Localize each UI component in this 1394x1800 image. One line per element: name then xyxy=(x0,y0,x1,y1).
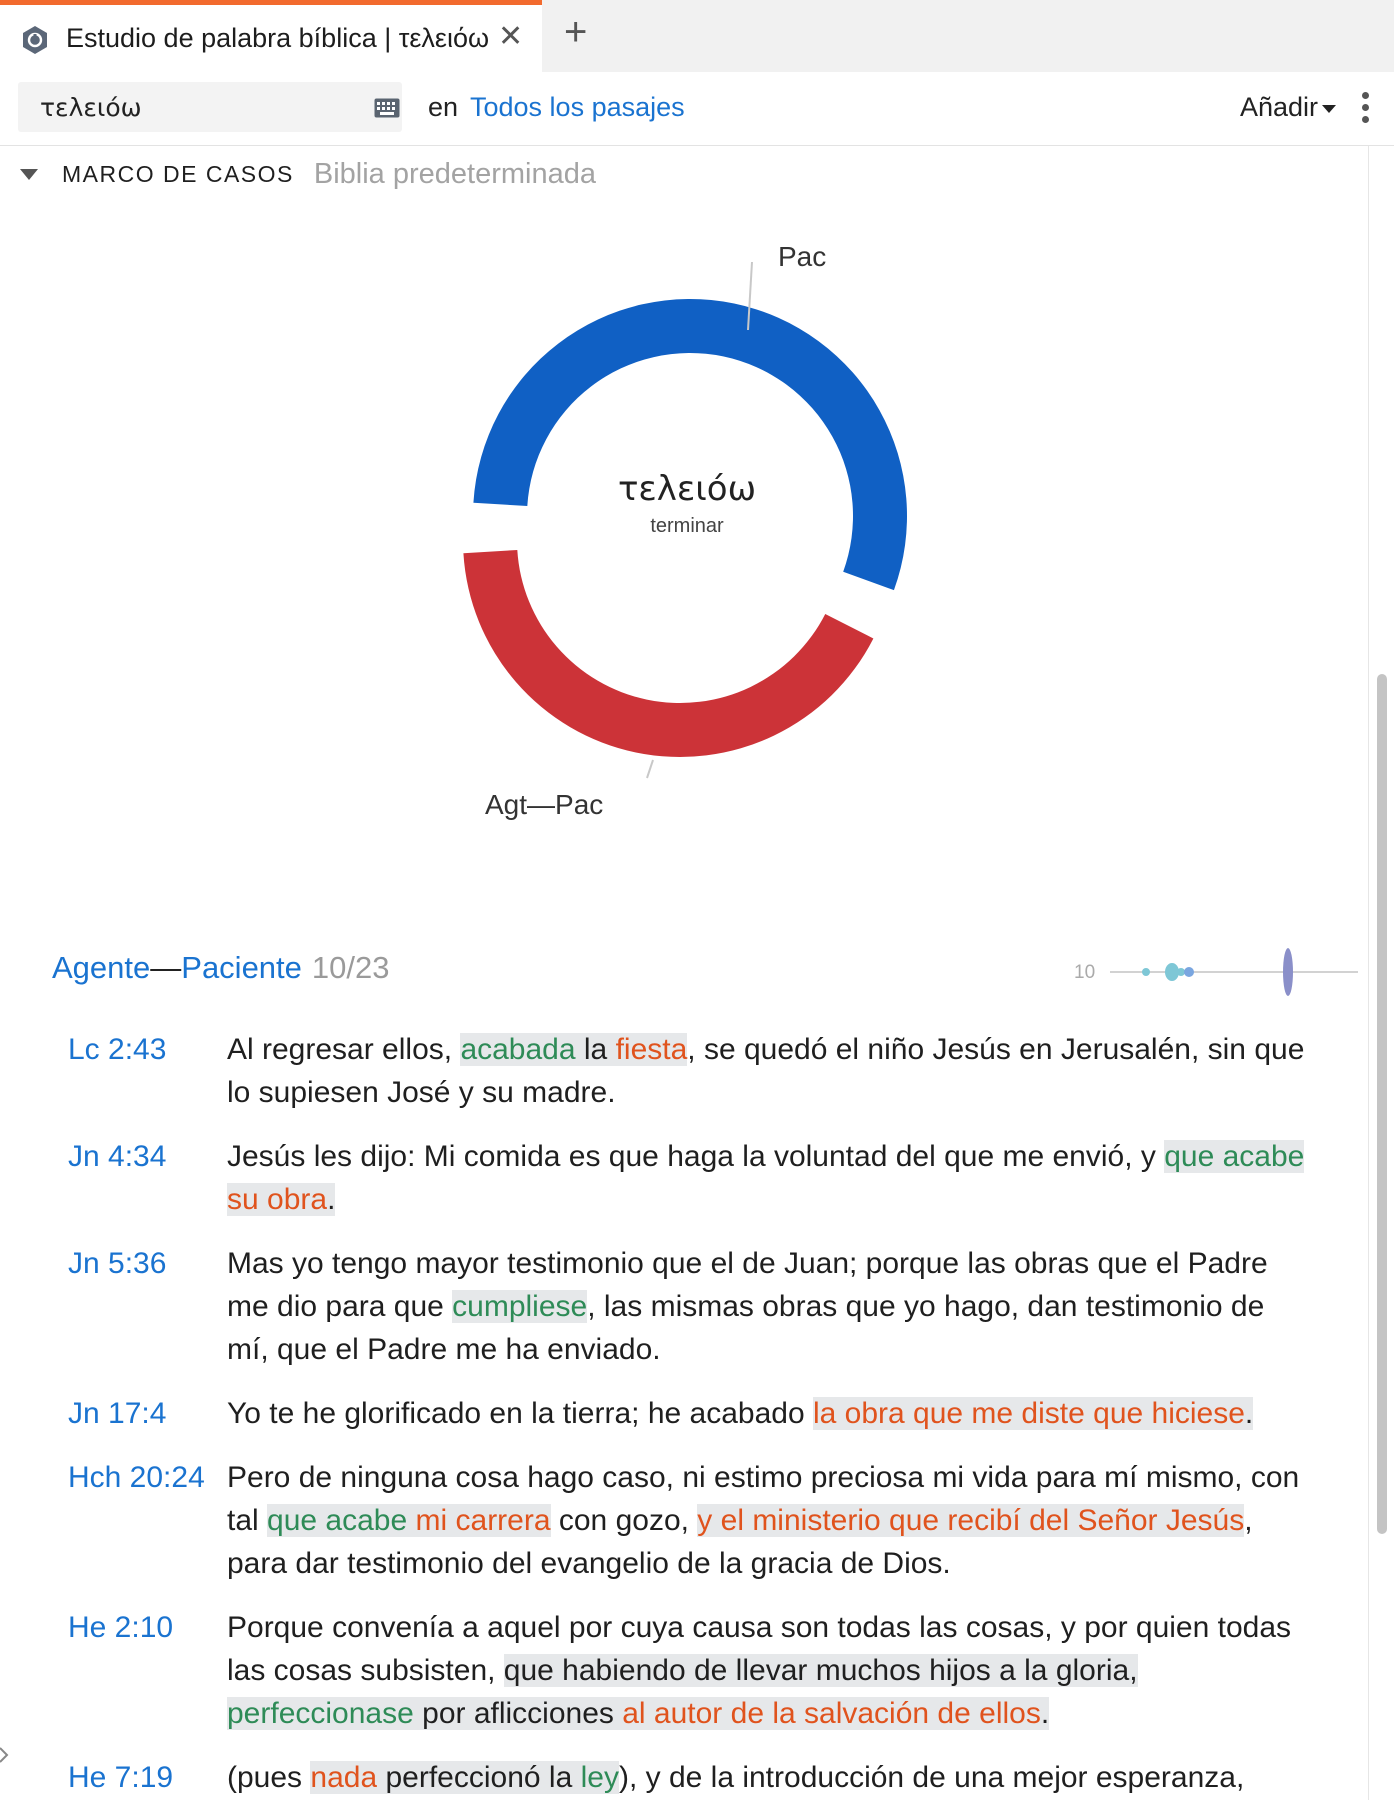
verse-text xyxy=(227,1606,1307,1735)
argument-highlight: fiesta xyxy=(615,1033,688,1066)
label-leader-line xyxy=(647,760,653,778)
caret-down-icon xyxy=(1322,105,1336,113)
chart-center-lemma: τελειόω xyxy=(617,469,757,509)
keyboard-icon[interactable] xyxy=(374,98,400,118)
donut-slice-agt-pac[interactable] xyxy=(463,550,873,757)
add-button[interactable] xyxy=(1240,92,1336,123)
verse-text xyxy=(227,1242,1307,1371)
frame-count: 10/23 xyxy=(311,950,390,985)
verse-row xyxy=(0,1456,1368,1585)
verse-text-segment: perfeccionó la xyxy=(377,1761,581,1794)
argument-highlight: al autor de la salvación de ellos xyxy=(622,1697,1041,1730)
slice-label: Agt—Pac xyxy=(485,789,604,820)
verse-row xyxy=(0,1028,1368,1114)
search-row xyxy=(0,72,1394,146)
verse-row xyxy=(0,1606,1368,1735)
verse-reference-link[interactable]: Jn 17:4 xyxy=(68,1397,167,1430)
verse-text-segment: . xyxy=(1040,1697,1050,1730)
more-options-icon[interactable] xyxy=(1360,92,1370,124)
verse-text-segment: Pero de ninguna cosa hago caso, ni estimo preciosa mi vida para mí mismo, con tal xyxy=(227,1461,1300,1537)
verse-reference-link[interactable]: Lc 2:43 xyxy=(68,1033,167,1066)
verse-reference-link[interactable]: Jn 4:34 xyxy=(68,1140,167,1173)
chart-center-gloss: terminar xyxy=(650,515,724,537)
verse-row xyxy=(0,1135,1368,1221)
verse-text-segment: ), y de la introducción de una mejor esperanza, xyxy=(618,1761,1245,1794)
verse-text xyxy=(227,1135,1307,1221)
tab-title: Estudio de palabra bíblica | τελειόω xyxy=(66,23,490,53)
argument-highlight: mi carrera xyxy=(415,1504,551,1537)
verse-text-segment: la xyxy=(575,1033,616,1066)
passages-scope-link[interactable]: Todos los pasajes xyxy=(470,92,685,122)
agent-link[interactable]: Agente xyxy=(52,950,151,985)
argument-highlight: y el ministerio que recibí del Señor Jesús xyxy=(697,1504,1245,1537)
verse-text-segment xyxy=(407,1504,415,1537)
collapse-triangle-icon[interactable] xyxy=(20,169,38,180)
verse-text xyxy=(227,1392,1307,1435)
verse-text-segment: , para dar testimonio del evangelio de la gracia de Dios. xyxy=(227,1504,1253,1580)
verse-list xyxy=(0,1028,1368,1800)
verse-text-segment: por aflicciones xyxy=(413,1697,623,1730)
predicate-highlight: que acabe xyxy=(1164,1140,1305,1173)
verse-text-segment: . xyxy=(327,1183,336,1216)
verse-text-segment: Porque convenía a aquel por cuya causa son todas las cosas, y por quien todas las cosas subsisten, xyxy=(227,1611,1292,1687)
section-title: MARCO DE CASOS xyxy=(62,161,294,187)
verse-text xyxy=(227,1756,1307,1799)
verse-text-segment: Al regresar ellos, xyxy=(227,1033,461,1066)
distribution-sparkline[interactable] xyxy=(1068,940,1358,1000)
section-header xyxy=(20,158,596,192)
verse-text-segment: (pues xyxy=(227,1761,311,1794)
predicate-highlight: que acabe xyxy=(267,1504,408,1537)
section-subtitle: Biblia predeterminada xyxy=(313,158,596,190)
verse-reference-link[interactable]: He 7:19 xyxy=(68,1761,174,1794)
tab-bar xyxy=(0,0,1394,72)
word-study-icon xyxy=(22,25,48,55)
in-label: en xyxy=(428,92,459,122)
slice-label: Pac xyxy=(778,241,827,272)
search-input[interactable] xyxy=(18,82,402,132)
argument-highlight: nada xyxy=(310,1761,378,1794)
verse-row xyxy=(0,1756,1368,1799)
verse-text-segment: con gozo, xyxy=(550,1504,698,1537)
predicate-highlight: ley xyxy=(580,1761,619,1794)
tab-word-study[interactable] xyxy=(0,0,542,72)
verse-reference-link[interactable]: Hch 20:24 xyxy=(68,1461,205,1494)
verse-text-segment: Mas yo tengo mayor testimonio que el de Juan; porque las obras que el Padre me dio para que xyxy=(227,1247,1268,1323)
chevron-right-icon[interactable] xyxy=(0,1740,16,1770)
scrollbar[interactable] xyxy=(1368,146,1394,1800)
verse-text xyxy=(227,1028,1307,1114)
verse-text xyxy=(227,1456,1307,1585)
predicate-highlight: cumpliese xyxy=(452,1290,588,1323)
verse-reference-link[interactable]: Jn 5:36 xyxy=(68,1247,167,1280)
close-icon[interactable]: ✕ xyxy=(498,20,524,53)
verse-text-segment: Yo te he glorificado en la tierra; he acabado xyxy=(227,1397,813,1430)
add-label: Añadir xyxy=(1240,92,1319,122)
verse-text-segment: , se quedó el niño Jesús en Jerusalén, sin que lo supiesen José y su madre. xyxy=(227,1033,1305,1109)
verse-text-segment: que habiendo de llevar muchos hijos a la gloria, xyxy=(503,1654,1138,1687)
verse-text-segment: Jesús les dijo: Mi comida es que haga la voluntad del que me envió, y xyxy=(227,1140,1165,1173)
new-tab-button[interactable]: + xyxy=(564,10,588,54)
argument-highlight: su obra xyxy=(227,1183,328,1216)
verse-row xyxy=(0,1242,1368,1371)
verse-reference-link[interactable]: He 2:10 xyxy=(68,1611,174,1644)
case-frame-heading xyxy=(52,950,389,986)
argument-highlight: la obra que me diste que hiciese xyxy=(812,1397,1245,1430)
verse-text-segment: . xyxy=(1244,1397,1254,1430)
predicate-highlight: perfeccionase xyxy=(227,1697,414,1730)
donut-slice-pac[interactable] xyxy=(473,299,907,590)
patient-link[interactable]: Paciente xyxy=(181,950,302,985)
sparkline-label: 10 xyxy=(1074,962,1096,983)
scroll-thumb[interactable] xyxy=(1377,674,1387,1534)
frame-dash: — xyxy=(150,950,182,985)
verse-row xyxy=(0,1392,1368,1435)
verse-text-segment: , las mismas obras que yo hago, dan testimonio de mí, que el Padre me ha enviado. xyxy=(227,1290,1265,1366)
case-frame-chart xyxy=(380,226,1000,946)
predicate-highlight: acabada xyxy=(460,1033,576,1066)
